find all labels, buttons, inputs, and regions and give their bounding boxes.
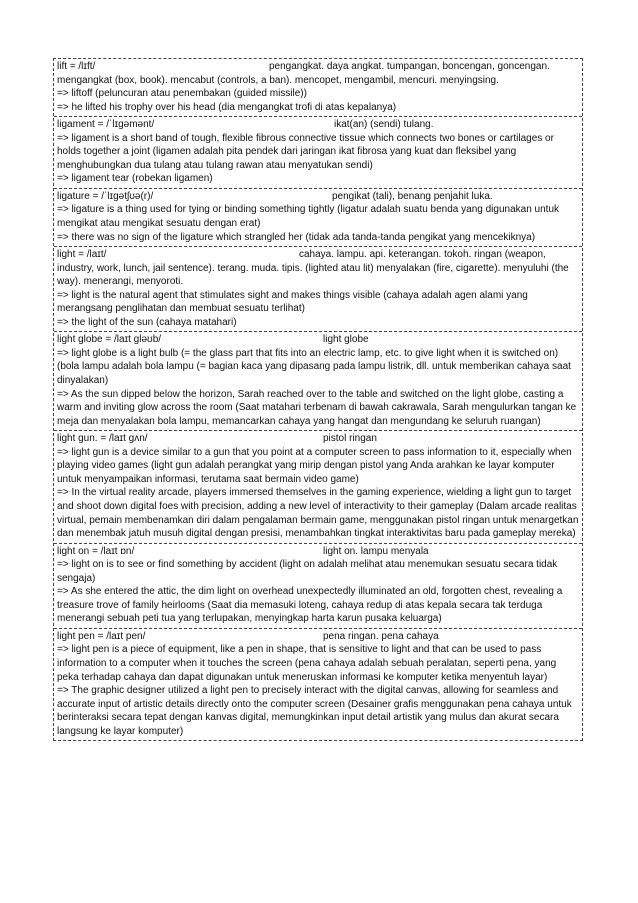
definition-line: => light on is to see or find something by accident (light on adalah melihat atau menemukan sesuatu secara tidak sengaja): [57, 559, 558, 584]
headword-meaning: light on. lampu menyala: [323, 545, 429, 557]
headword: ligature = /ˈlɪɡətʃʊə(r)/: [57, 190, 154, 202]
meaning-continuation: mengangkat (box, book). mencabut (controls, a ban). mencopet, mengambil, mencuri. menyingsing.: [57, 74, 499, 86]
entry-headline: [57, 248, 579, 262]
dictionary-entry: [54, 543, 582, 628]
example-line: => As she entered the attic, the dim light on overhead unexpectedly illuminated an old, forgotten chest, revealing a treasure trove of family heirlooms (Saat dia memasuki loteng, cahaya redup di atas kepala secara tak terduga menerangi sebuah peti tua yang terlupakan, menyingkap harta karun pusaka keluarga): [57, 586, 563, 625]
entry-headline: [57, 190, 579, 204]
example-line: => ligament tear (robekan ligamen): [57, 173, 213, 185]
dictionary-entry: [54, 116, 582, 188]
definition-line: => light gun is a device similar to a gun that you point at a computer screen to pass information to it, especially when playing video games (light gun adalah perangkat yang mirip dengan pistol yang Anda arahkan ke layar komputer untuk menyampaikan informasi, terutama saat bermain video game): [57, 446, 572, 485]
entry-headline: [57, 545, 579, 559]
headword: ligament = /ˈlɪɡəmənt/: [57, 119, 155, 131]
headword-meaning: cahaya. lampu. api. keterangan. tokoh. ringan (weapon,: [299, 249, 546, 261]
example-line: => the light of the sun (cahaya matahari): [57, 316, 237, 328]
definition-line: => light is the natural agent that stimulates sight and makes things visible (cahaya adalah agen alami yang merangsang penglihatan dan membuat sesuatu terlihat): [57, 289, 528, 315]
definition-line: => light pen is a piece of equipment, like a pen in shape, that is sensitive to light and that can be used to pass information to a computer when it touches the screen (pena cahaya adalah sebuah peralatan, seperti pena, yang peka terhadap cahaya dan dapat digunakan untuk meneruskan informasi ke komputer ketika menyentuh layar): [57, 644, 557, 683]
dictionary-entry: [54, 331, 582, 430]
headword: light on = /laɪt ɒn/: [57, 545, 135, 557]
definition-line: => ligament is a short band of tough, flexible fibrous connective tissue which connects two bones or cartilages or holds together a joint (ligamen adalah pita pendek dari jaringan ikat fibrosa yang kuat dan fleksibel yang menghubungkan dua tulang atau tulang rawan atau menyatukan sendi): [57, 132, 554, 171]
headword-meaning: ikat(an) (sendi) tulang.: [334, 119, 434, 131]
entry-headline: [57, 60, 579, 74]
definition-line: => light globe is a light bulb (= the glass part that fits into an electric lamp, etc. to give light when it is switched on) (bola lampu adalah bola lampu (= bagian kaca yang dipasang pada lampu listrik, dll. untuk memberikan cahaya saat dinyalakan): [57, 347, 571, 387]
headword: light globe = /laɪt ɡləʊb/: [57, 334, 162, 346]
definition-line: => ligature is a thing used for tying or binding something tightly (ligatur adalah suatu benda yang digunakan untuk mengikat atau mengikat sesuatu dengan erat): [57, 204, 560, 230]
headword: light = /laɪt/: [57, 249, 107, 261]
entry-headline: [57, 432, 579, 446]
example-line: => there was no sign of the ligature which strangled her (tidak ada tanda-tanda pengikat yang mencekiknya): [57, 231, 536, 243]
headword-meaning: light globe: [323, 334, 369, 346]
dictionary-entry: [54, 430, 582, 542]
example-line: => In the virtual reality arcade, players immersed themselves in the gaming experience, wielding a light gun to target and shoot down digital foes with precision, adding a new level of interactivity to their gameplay (Dalam arcade realitas virtual, pemain membenamkan diri dalam pengalaman bermain game, menggunakan pistol ringan untuk menargetkan dan menembak jatuh musuh digital dengan presisi, menambahkan tingkat interaktivitas baru pada gameplay mereka): [57, 487, 579, 540]
meaning-continuation: industry, work, lunch, jail sentence). terang. muda. tipis. (lighted atau lit) menyalakan (fire, cigarette). menyuluhi (the way). menerangi, menyoroti.: [57, 262, 569, 288]
example-line: => The graphic designer utilized a light pen to precisely interact with the digital canvas, allowing for seamless and accurate input of artistic details directly onto the computer screen (Desainer grafis menggunakan pena cahaya untuk berinteraksi secara tepat dengan kanvas digital, memungkinkan input detail artistik yang mulus dan akurat secara langsung ke layar komputer): [57, 685, 572, 737]
dictionary-entry: [54, 246, 582, 331]
entry-headline: [57, 118, 579, 132]
dictionary-table: [53, 58, 583, 741]
headword: light pen = /laɪt pen/: [57, 630, 146, 642]
definition-line: => liftoff (peluncuran atau penembakan (guided missile)): [57, 88, 307, 100]
dictionary-entry: [54, 59, 582, 116]
headword-meaning: pistol ringan: [323, 433, 377, 445]
headword-meaning: pengangkat. daya angkat. tumpangan, boncengan, goncengan.: [269, 61, 550, 72]
headword: light gun. = /laɪt ɡʌn/: [57, 433, 148, 445]
headword-meaning: pengikat (tali), benang penjahit luka.: [332, 190, 493, 202]
headword-meaning: pena ringan. pena cahaya: [323, 630, 439, 642]
dictionary-entry: [54, 188, 582, 246]
entry-headline: [57, 630, 579, 644]
dictionary-entry: [54, 628, 582, 740]
example-line: => As the sun dipped below the horizon, Sarah reached over to the table and switched on the light globe, casting a warm and inviting glow across the room (Saat matahari terbenam di bawah cakrawala, Sarah mengulurkan tangan ke meja dan menyalakan bola lampu, memancarkan cahaya yang hangat dan mengundang ke seluruh ruangan): [57, 388, 577, 427]
entry-headline: [57, 333, 579, 347]
headword: lift = /lɪft/: [57, 61, 96, 72]
example-line: => he lifted his trophy over his head (dia mengangkat trofi di atas kepalanya): [57, 101, 397, 113]
